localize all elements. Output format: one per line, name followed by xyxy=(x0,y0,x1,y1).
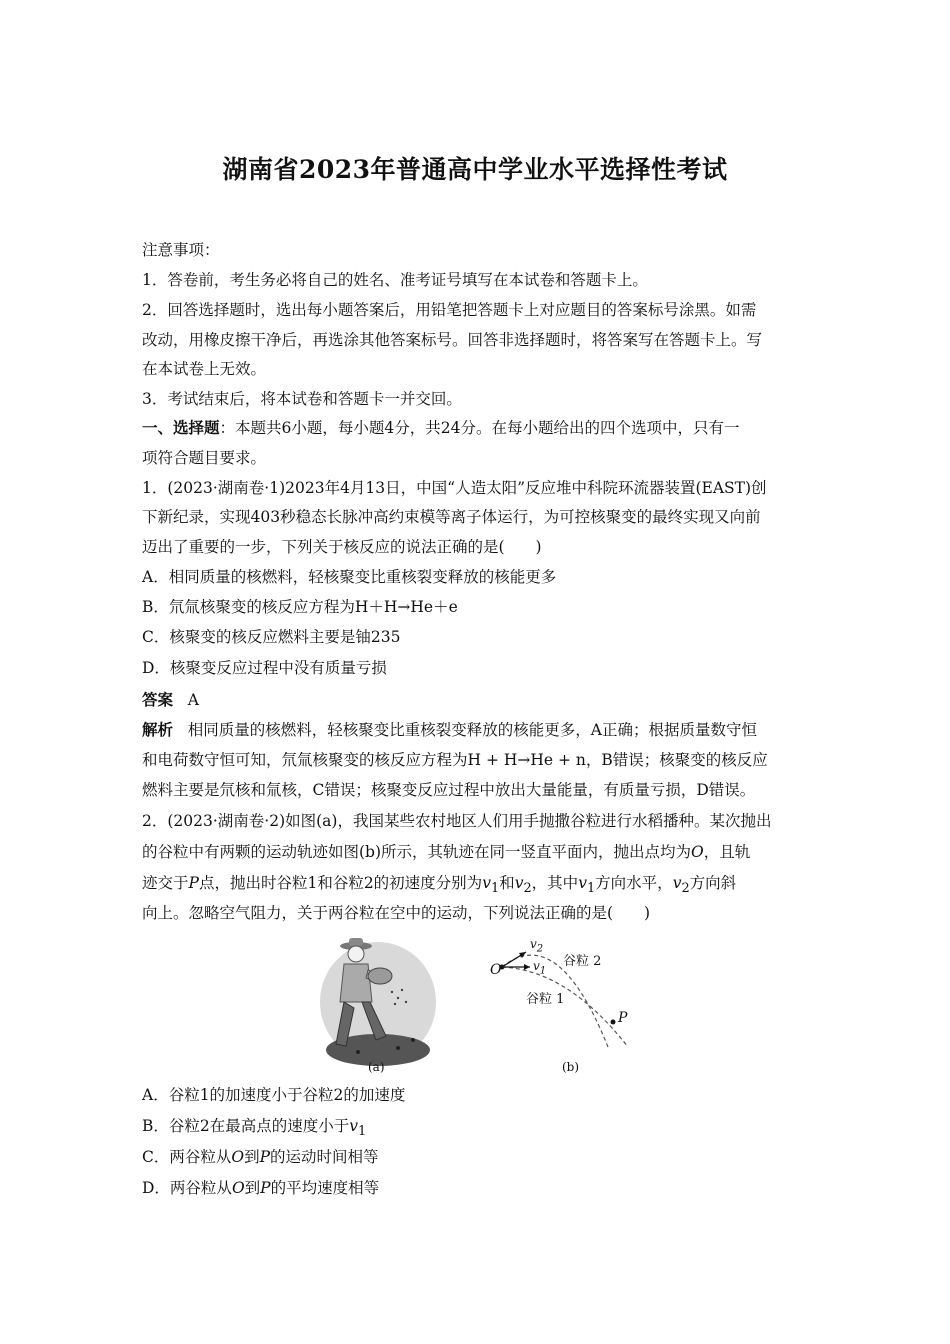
label-o: O xyxy=(490,962,502,978)
symbol-v: v xyxy=(578,874,587,892)
q1-analysis-line-2: 和电荷数守恒可知，氘氚核聚变的核反应方程为H + H→He + n，B错误；核聚变的核反应 xyxy=(142,751,768,769)
q2-text: ，且轨 xyxy=(703,843,751,861)
caption-a: (a) xyxy=(368,1060,385,1074)
q2-stem-line-3 xyxy=(142,873,812,899)
q2-text: 迹交于 xyxy=(142,874,189,892)
symbol-o: O xyxy=(231,1148,245,1166)
q2-option-c xyxy=(142,1147,812,1167)
q1-stem-line-2: 下新纪录，实现403秒稳态长脉冲高约束模等离子体运行，为可控核聚变的最终实现又向前 xyxy=(142,508,761,526)
subscript: 2 xyxy=(523,881,532,897)
symbol-p: P xyxy=(259,1148,271,1166)
q2-stem-line-4: 向上。忽略空气阻力，关于两谷粒在空中的运动，下列说法正确的是( ) xyxy=(142,904,651,922)
q2-text: ，其中 xyxy=(531,874,579,892)
q2-text: 和 xyxy=(499,874,515,892)
q2-text: 方向水平， xyxy=(595,874,673,892)
q1-option-a: A．相同质量的核燃料，轻核聚变比重核裂变释放的核能更多 xyxy=(142,568,557,586)
v-letter: v xyxy=(533,959,540,973)
note-2-line-1: 2．回答选择题时，选出每小题答案后，用铅笔把答题卡上对应题目的答案标号涂黑。如需 xyxy=(142,301,757,319)
subscript: 2 xyxy=(681,881,690,897)
q2-stem-line-1: 2．(2023·湖南卷·2)如图(a)，我国某些农村地区人们用手抛撒谷粒进行水稻播种。某次抛出 xyxy=(142,812,772,830)
symbol-v: v xyxy=(482,874,491,892)
section-desc-line-2: 项符合题目要求。 xyxy=(142,449,267,467)
label-v1 xyxy=(533,959,546,976)
caption-b: (b) xyxy=(562,1060,580,1074)
q2-stem-line-2 xyxy=(142,842,812,862)
q1-option-c: C．核聚变的核反应燃料主要是铀235 xyxy=(142,628,401,646)
symbol-p: P xyxy=(188,874,199,892)
trajectory-1 xyxy=(502,967,628,1047)
page-title: 湖南省2023年普通高中学业水平选择性考试 xyxy=(222,155,728,184)
note-2-line-2: 改动，用橡皮擦干净后，再选涂其他答案标号。回答非选择题时，将答案写在答题卡上。写 xyxy=(142,331,763,349)
q1-option-b: B．氘氚核聚变的核反应方程为H＋H→He＋e xyxy=(142,598,458,616)
note-2-line-3: 在本试卷上无效。 xyxy=(142,360,267,378)
v-sub: 1 xyxy=(539,965,547,977)
symbol-p: P xyxy=(260,1179,271,1197)
v-sub: 2 xyxy=(536,943,544,955)
label-grain-2: 谷粒 2 xyxy=(563,954,602,969)
symbol-o: O xyxy=(691,843,704,861)
q1-answer xyxy=(142,690,812,710)
notes-heading: 注意事项： xyxy=(142,241,220,259)
q2-option-d-text: 到 xyxy=(244,1179,261,1197)
q2-text: 方向斜 xyxy=(689,874,737,892)
v-letter: v xyxy=(530,937,537,951)
symbol-v: v xyxy=(349,1117,359,1135)
section-desc: ：本题共6小题，每小题4分，共24分。在每小题给出的四个选项中，只有一 xyxy=(219,419,740,437)
q2-option-c-text: 到 xyxy=(244,1148,260,1166)
q1-stem-line-1: 1．(2023·湖南卷·1)2023年4月13日，中国“人造太阳”反应堆中科院环流器装置(EAST)创 xyxy=(142,479,767,497)
symbol-v: v xyxy=(672,874,682,892)
symbol-v: v xyxy=(514,874,524,892)
subscript: 1 xyxy=(586,881,596,897)
q2-option-d-text: 的平均速度相等 xyxy=(270,1179,380,1197)
note-1: 1．答卷前，考生务必将自己的姓名、准考证号填写在本试卷和答题卡上。 xyxy=(142,271,648,289)
q2-option-a: A．谷粒1的加速度小于谷粒2的加速度 xyxy=(142,1086,406,1104)
q2-option-b xyxy=(142,1116,812,1142)
analysis-text-1: 相同质量的核燃料，轻核聚变比重核裂变释放的核能更多，A正确；根据质量数守恒 xyxy=(187,721,757,739)
q2-figure xyxy=(318,932,648,1077)
point-p xyxy=(611,1020,616,1025)
q2-text: 点，抛出时谷粒1和谷粒2的初速度分别为 xyxy=(198,874,483,892)
q1-analysis-line-1 xyxy=(142,720,812,740)
section-heading xyxy=(142,418,812,438)
q1-option-d: D．核聚变反应过程中没有质量亏损 xyxy=(142,659,387,677)
analysis-label: 解析 xyxy=(142,720,174,739)
q2-option-d-text: D．两谷粒从 xyxy=(142,1179,232,1197)
q1-analysis-line-3: 燃料主要是氘核和氚核，C错误；核聚变反应过程中放出大量能量，有质量亏损，D错误。 xyxy=(142,781,756,799)
label-grain-1: 谷粒 1 xyxy=(526,992,565,1007)
q2-option-d xyxy=(142,1178,812,1198)
section-label: 一、选择题 xyxy=(142,418,220,437)
label-p: P xyxy=(618,1010,628,1026)
note-3: 3．考试结束后，将本试卷和答题卡一并交回。 xyxy=(142,390,462,408)
answer-value: A xyxy=(187,691,199,709)
q2-text: 的谷粒中有两颗的运动轨迹如图(b)所示，其轨迹在同一竖直平面内，抛出点均为 xyxy=(142,843,692,861)
symbol-o: O xyxy=(231,1179,245,1197)
subscript: 1 xyxy=(358,1124,367,1140)
farmer-illustration xyxy=(320,938,436,1066)
subscript: 1 xyxy=(490,881,500,897)
answer-label: 答案 xyxy=(142,690,174,709)
q1-stem-line-3: 迈出了重要的一步，下列关于核反应的说法正确的是( ) xyxy=(142,538,542,556)
q2-option-c-text: 的运动时间相等 xyxy=(270,1148,379,1166)
q2-option-b-text: B．谷粒2在最高点的速度小于 xyxy=(142,1117,350,1135)
q2-option-c-text: C．两谷粒从 xyxy=(142,1148,232,1166)
label-v2 xyxy=(530,937,543,954)
